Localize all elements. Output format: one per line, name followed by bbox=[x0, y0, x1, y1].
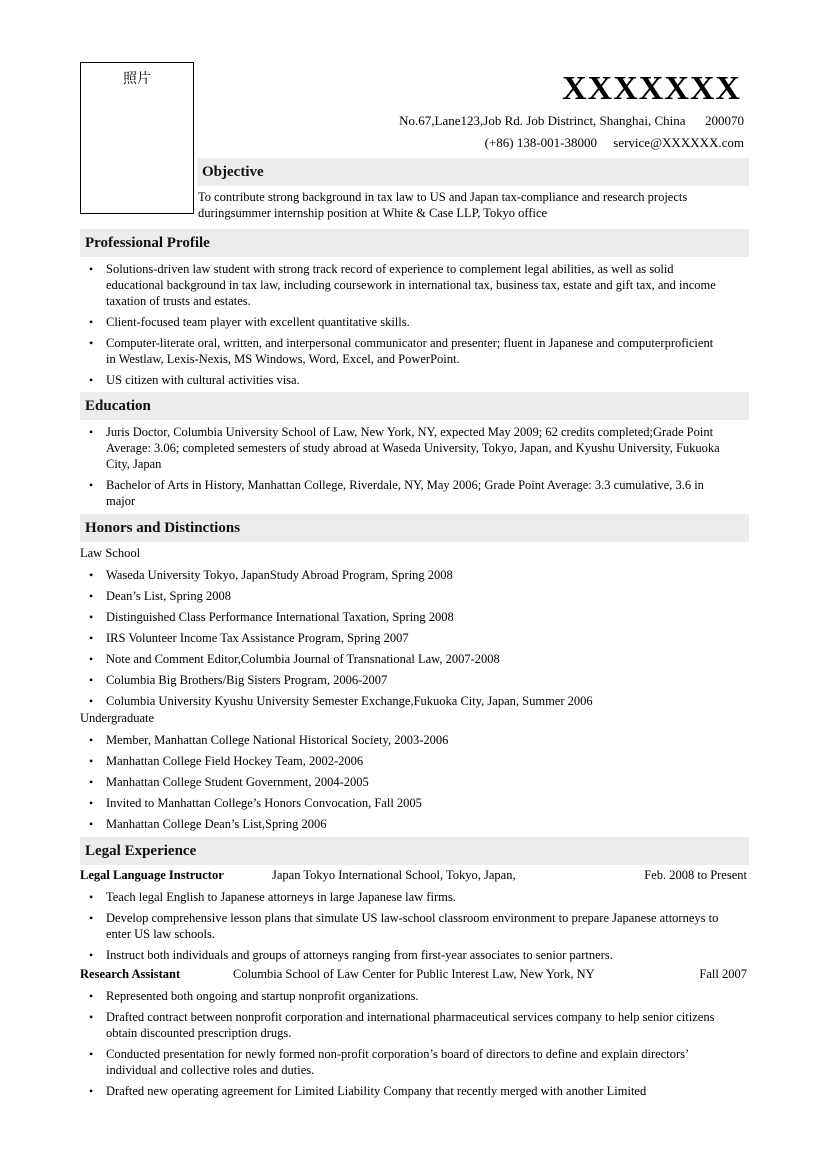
list-item: • Drafted contract between nonprofit corporation and international pharmaceutical services company to help senior citizens obtain discounted prescription drugs. bbox=[80, 1009, 724, 1041]
education-heading: Education bbox=[80, 392, 749, 420]
list-item: • Member, Manhattan College National Historical Society, 2003-2006 bbox=[80, 732, 724, 748]
job-organization: Columbia School of Law Center for Public Interest Law, New York, NY bbox=[233, 967, 595, 981]
job-header bbox=[80, 967, 747, 983]
list-item: • Columbia University Kyushu University Semester Exchange,Fukuoka City, Japan, Summer 2006 bbox=[80, 693, 724, 709]
undergrad-honors-list bbox=[80, 732, 724, 837]
list-item: • Develop comprehensive lesson plans that simulate US law-school classroom environment to prepare Japanese attorneys to enter US law schools. bbox=[80, 910, 724, 942]
objective-text: To contribute strong background in tax law to US and Japan tax-compliance and research projects duringsummer internship position at White & Case LLP, Tokyo office bbox=[198, 190, 688, 220]
list-item: • Client-focused team player with excellent quantitative skills. bbox=[80, 314, 724, 330]
photo-label: 照片 bbox=[123, 71, 151, 87]
job-title: Research Assistant bbox=[80, 967, 181, 981]
legal-experience-heading: Legal Experience bbox=[80, 837, 749, 865]
job-duties-list bbox=[80, 988, 724, 1104]
list-item: • Drafted new operating agreement for Limited Liability Company that recently merged with another Limited bbox=[80, 1083, 724, 1099]
honors-heading: Honors and Distinctions bbox=[80, 514, 749, 542]
undergraduate-label: Undergraduate bbox=[80, 711, 155, 725]
education-list bbox=[80, 424, 724, 514]
list-item: • Manhattan College Field Hockey Team, 2002-2006 bbox=[80, 753, 724, 769]
list-item: • Dean’s List, Spring 2008 bbox=[80, 588, 724, 604]
list-item: • Bachelor of Arts in History, Manhattan College, Riverdale, NY, May 2006; Grade Point Average: 3.3 cumulative, 3.6 in major bbox=[80, 477, 724, 509]
list-item: • Manhattan College Student Government, 2004-2005 bbox=[80, 774, 724, 790]
list-item: • US citizen with cultural activities visa. bbox=[80, 372, 724, 388]
list-item: • IRS Volunteer Income Tax Assistance Program, Spring 2007 bbox=[80, 630, 724, 646]
job-date: Fall 2007 bbox=[699, 967, 747, 981]
law-honors-list bbox=[80, 567, 724, 714]
job-title: Legal Language Instructor bbox=[80, 868, 224, 882]
list-item: • Represented both ongoing and startup nonprofit organizations. bbox=[80, 988, 724, 1004]
list-item: • Manhattan College Dean’s List,Spring 2006 bbox=[80, 816, 724, 832]
list-item: • Waseda University Tokyo, JapanStudy Abroad Program, Spring 2008 bbox=[80, 567, 724, 583]
job-header bbox=[80, 868, 747, 884]
list-item: • Columbia Big Brothers/Big Sisters Program, 2006-2007 bbox=[80, 672, 724, 688]
objective-heading: Objective bbox=[197, 158, 749, 186]
job-organization: Japan Tokyo International School, Tokyo, Japan, bbox=[272, 868, 516, 882]
candidate-name: XXXXXXX bbox=[562, 70, 741, 107]
list-item: • Instruct both individuals and groups of attorneys ranging from first-year associates to senior partners. bbox=[80, 947, 724, 963]
job-duties-list bbox=[80, 889, 724, 968]
list-item: • Juris Doctor, Columbia University School of Law, New York, NY, expected May 2009; 62 credits completed;Grade Point Average: 3.06; completed semesters of study abroad at Waseda University, Tokyo, Japan, and Kyushu University, Fukuoka City, Japan bbox=[80, 424, 724, 472]
job-date: Feb. 2008 to Present bbox=[644, 868, 747, 882]
list-item: • Conducted presentation for newly formed non-profit corporation’s board of directors to define and explain directors’ individual and collective roles and duties. bbox=[80, 1046, 724, 1078]
photo-placeholder bbox=[80, 62, 194, 214]
phone-email-line: (+86) 138-001-38000 service@XXXXXX.com bbox=[484, 135, 744, 150]
law-school-label: Law School bbox=[80, 546, 141, 560]
profile-list bbox=[80, 261, 724, 393]
list-item: • Solutions-driven law student with strong track record of experience to complement legal abilities, as well as solid educational background in tax law, including coursework in international tax, business tax, estate and gift tax, and income taxation of trusts and estates. bbox=[80, 261, 724, 309]
list-item: • Computer-literate oral, written, and interpersonal communicator and presenter; fluent in Japanese and computerproficient in Westlaw, Lexis-Nexis, MS Windows, Word, Excel, and PowerPoint. bbox=[80, 335, 724, 367]
list-item: • Teach legal English to Japanese attorneys in large Japanese law firms. bbox=[80, 889, 724, 905]
professional-profile-heading: Professional Profile bbox=[80, 229, 749, 257]
list-item: • Invited to Manhattan College’s Honors Convocation, Fall 2005 bbox=[80, 795, 724, 811]
list-item: • Note and Comment Editor,Columbia Journal of Transnational Law, 2007-2008 bbox=[80, 651, 724, 667]
address-line: No.67,Lane123,Job Rd. Job Distrinct, Shanghai, China 200070 bbox=[399, 113, 744, 128]
list-item: • Distinguished Class Performance International Taxation, Spring 2008 bbox=[80, 609, 724, 625]
